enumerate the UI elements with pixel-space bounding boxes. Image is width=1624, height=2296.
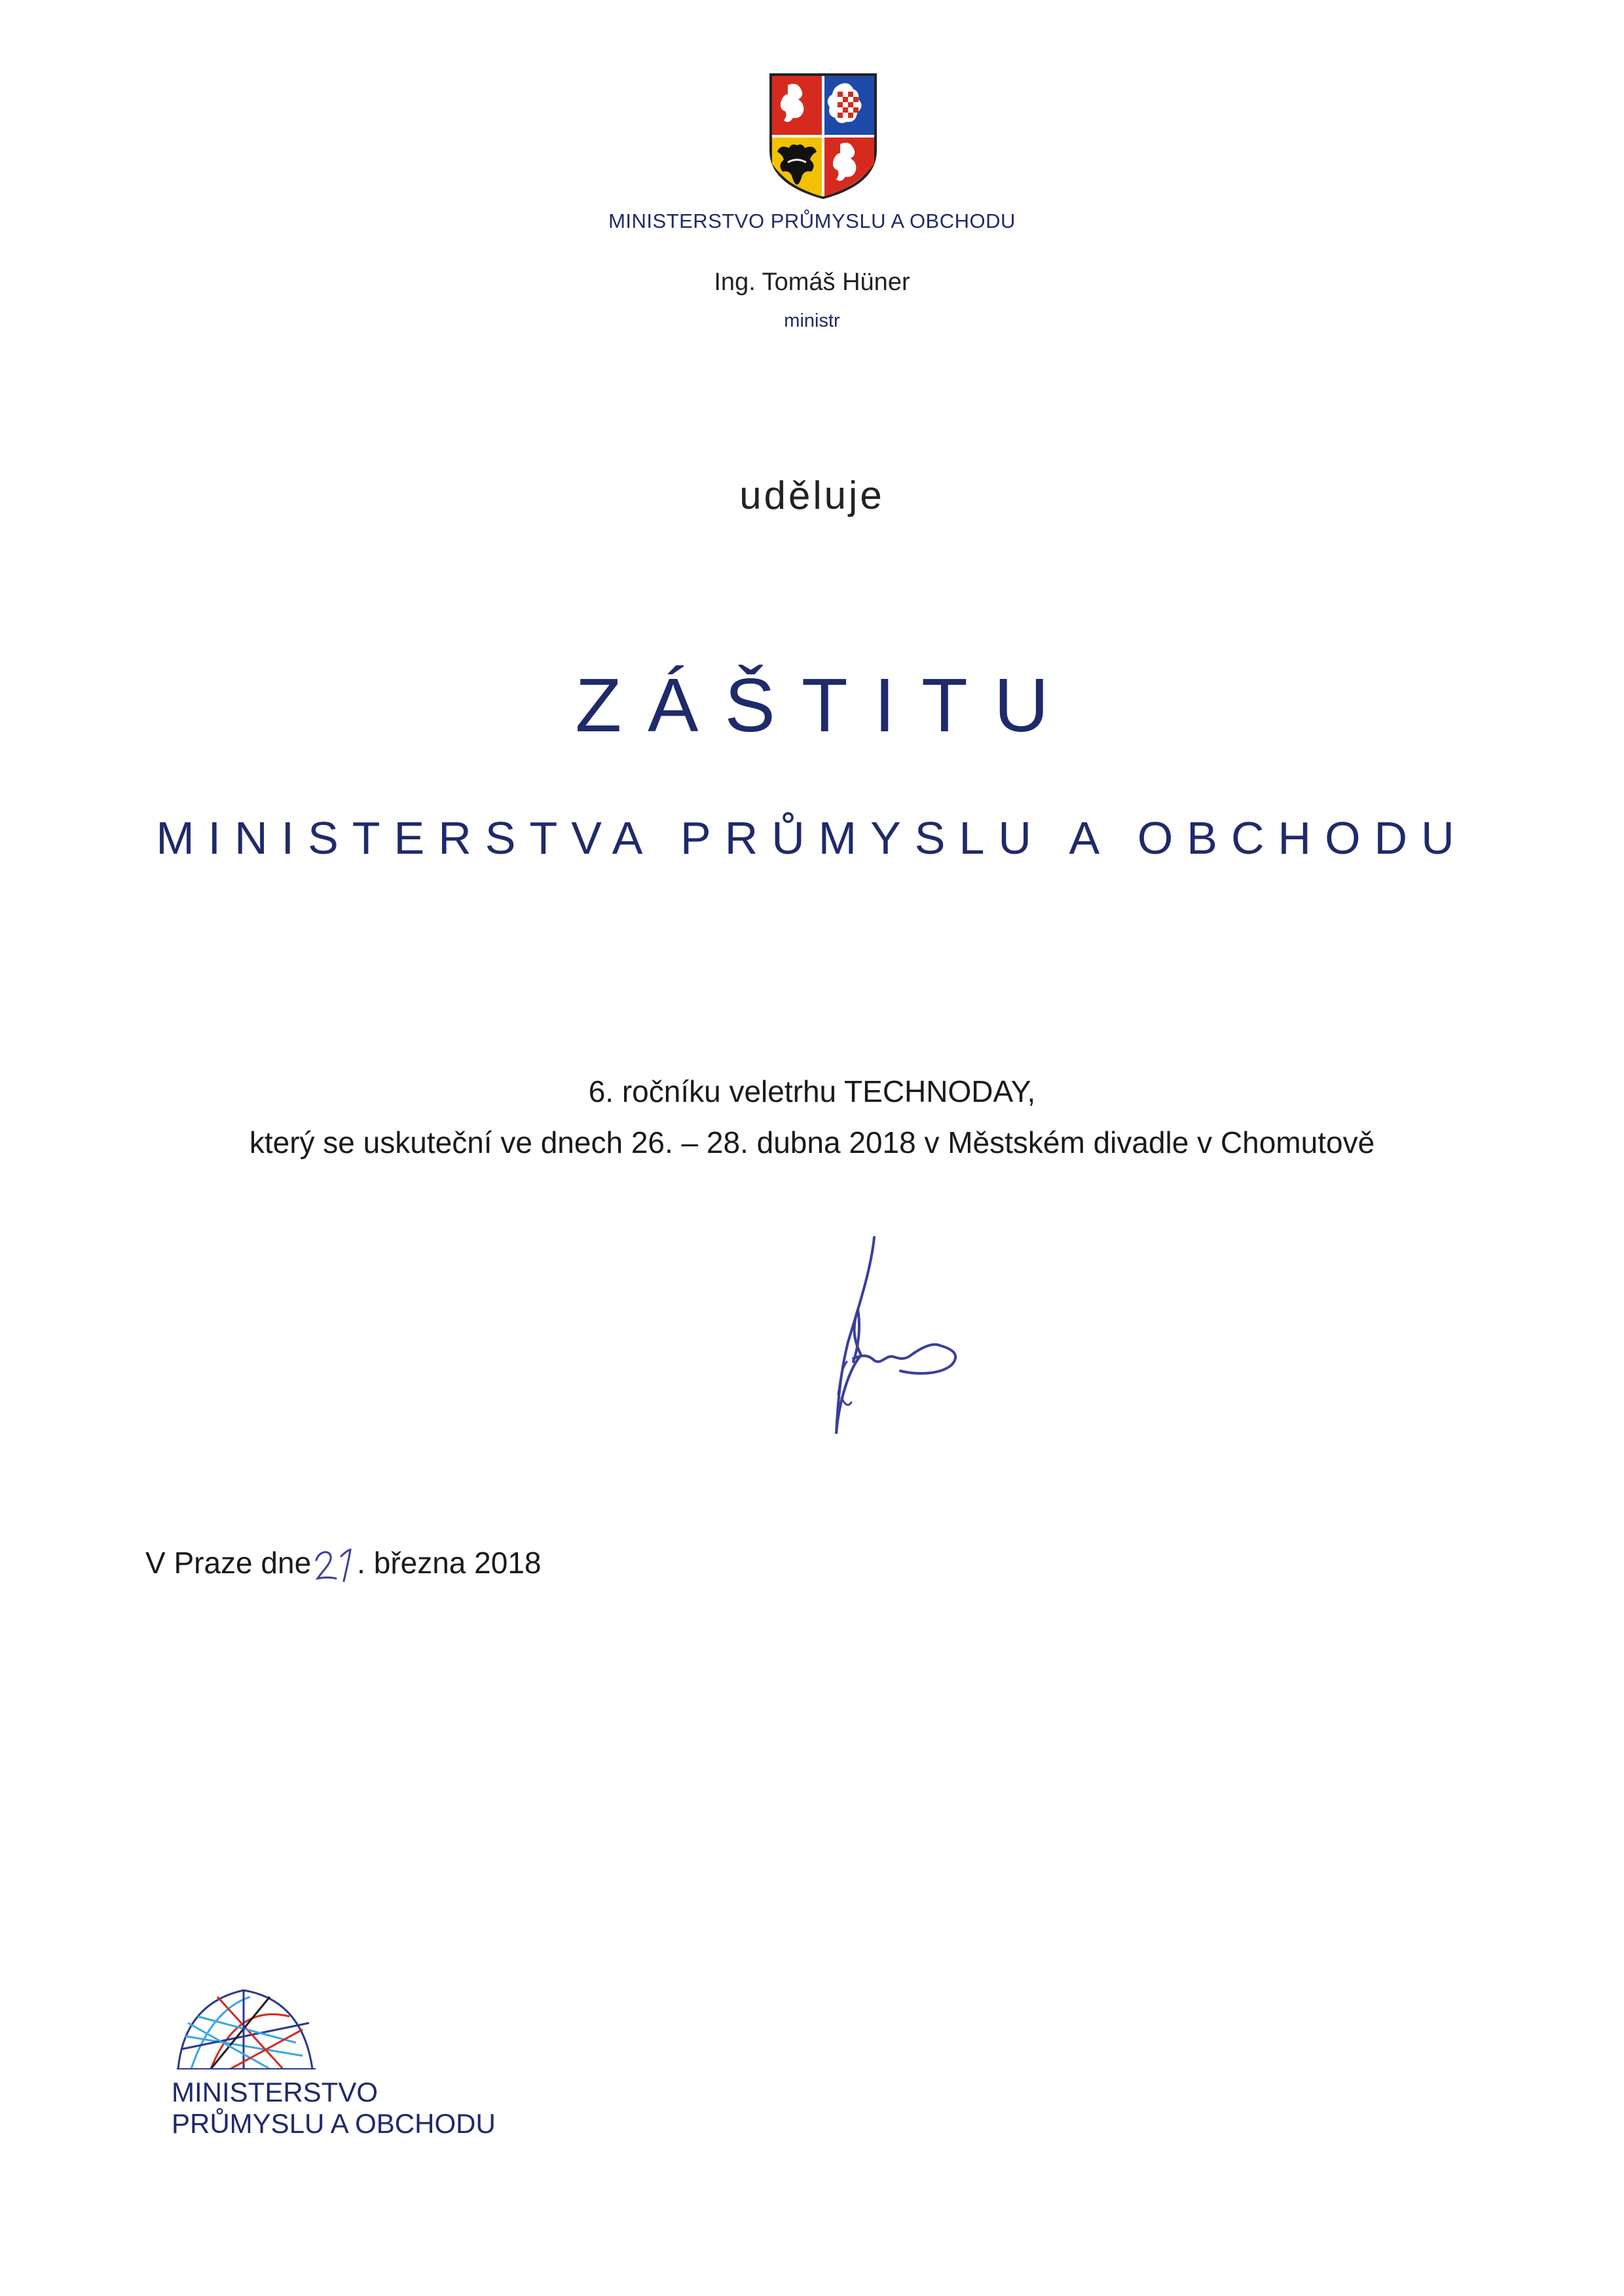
grants-text: uděluje (739, 473, 885, 517)
logo-line-2: PRŮMYSLU A OBCHODU (172, 2108, 496, 2139)
minister-role: ministr (784, 310, 840, 331)
ministry-logo-icon (172, 1977, 322, 2075)
event-line-2: který se uskuteční ve dnech 26. – 28. dubna 2018 v Městském divadle v Chomutově (249, 1125, 1375, 1159)
date-line (145, 1545, 542, 1585)
document-subtitle: MINISTERSTVA PRŮMYSLU A OBCHODU (156, 812, 1468, 864)
date-suffix: . března 2018 (357, 1546, 542, 1580)
handwritten-day (311, 1546, 357, 1585)
document-title: ZÁŠTITU (575, 663, 1075, 748)
date-prefix: V Praze dne (145, 1546, 312, 1580)
logo-line-1: MINISTERSTVO (172, 2077, 378, 2107)
minister-name: Ing. Tomáš Hüner (714, 268, 910, 296)
coat-of-arms-icon (768, 72, 878, 200)
ministry-name-header: MINISTERSTVO PRŮMYSLU A OBCHODU (608, 210, 1016, 232)
event-line-1: 6. ročníku veletrhu TECHNODAY, (588, 1074, 1036, 1108)
ministry-logo-text (172, 2077, 496, 2140)
handwritten-signature (776, 1231, 992, 1460)
